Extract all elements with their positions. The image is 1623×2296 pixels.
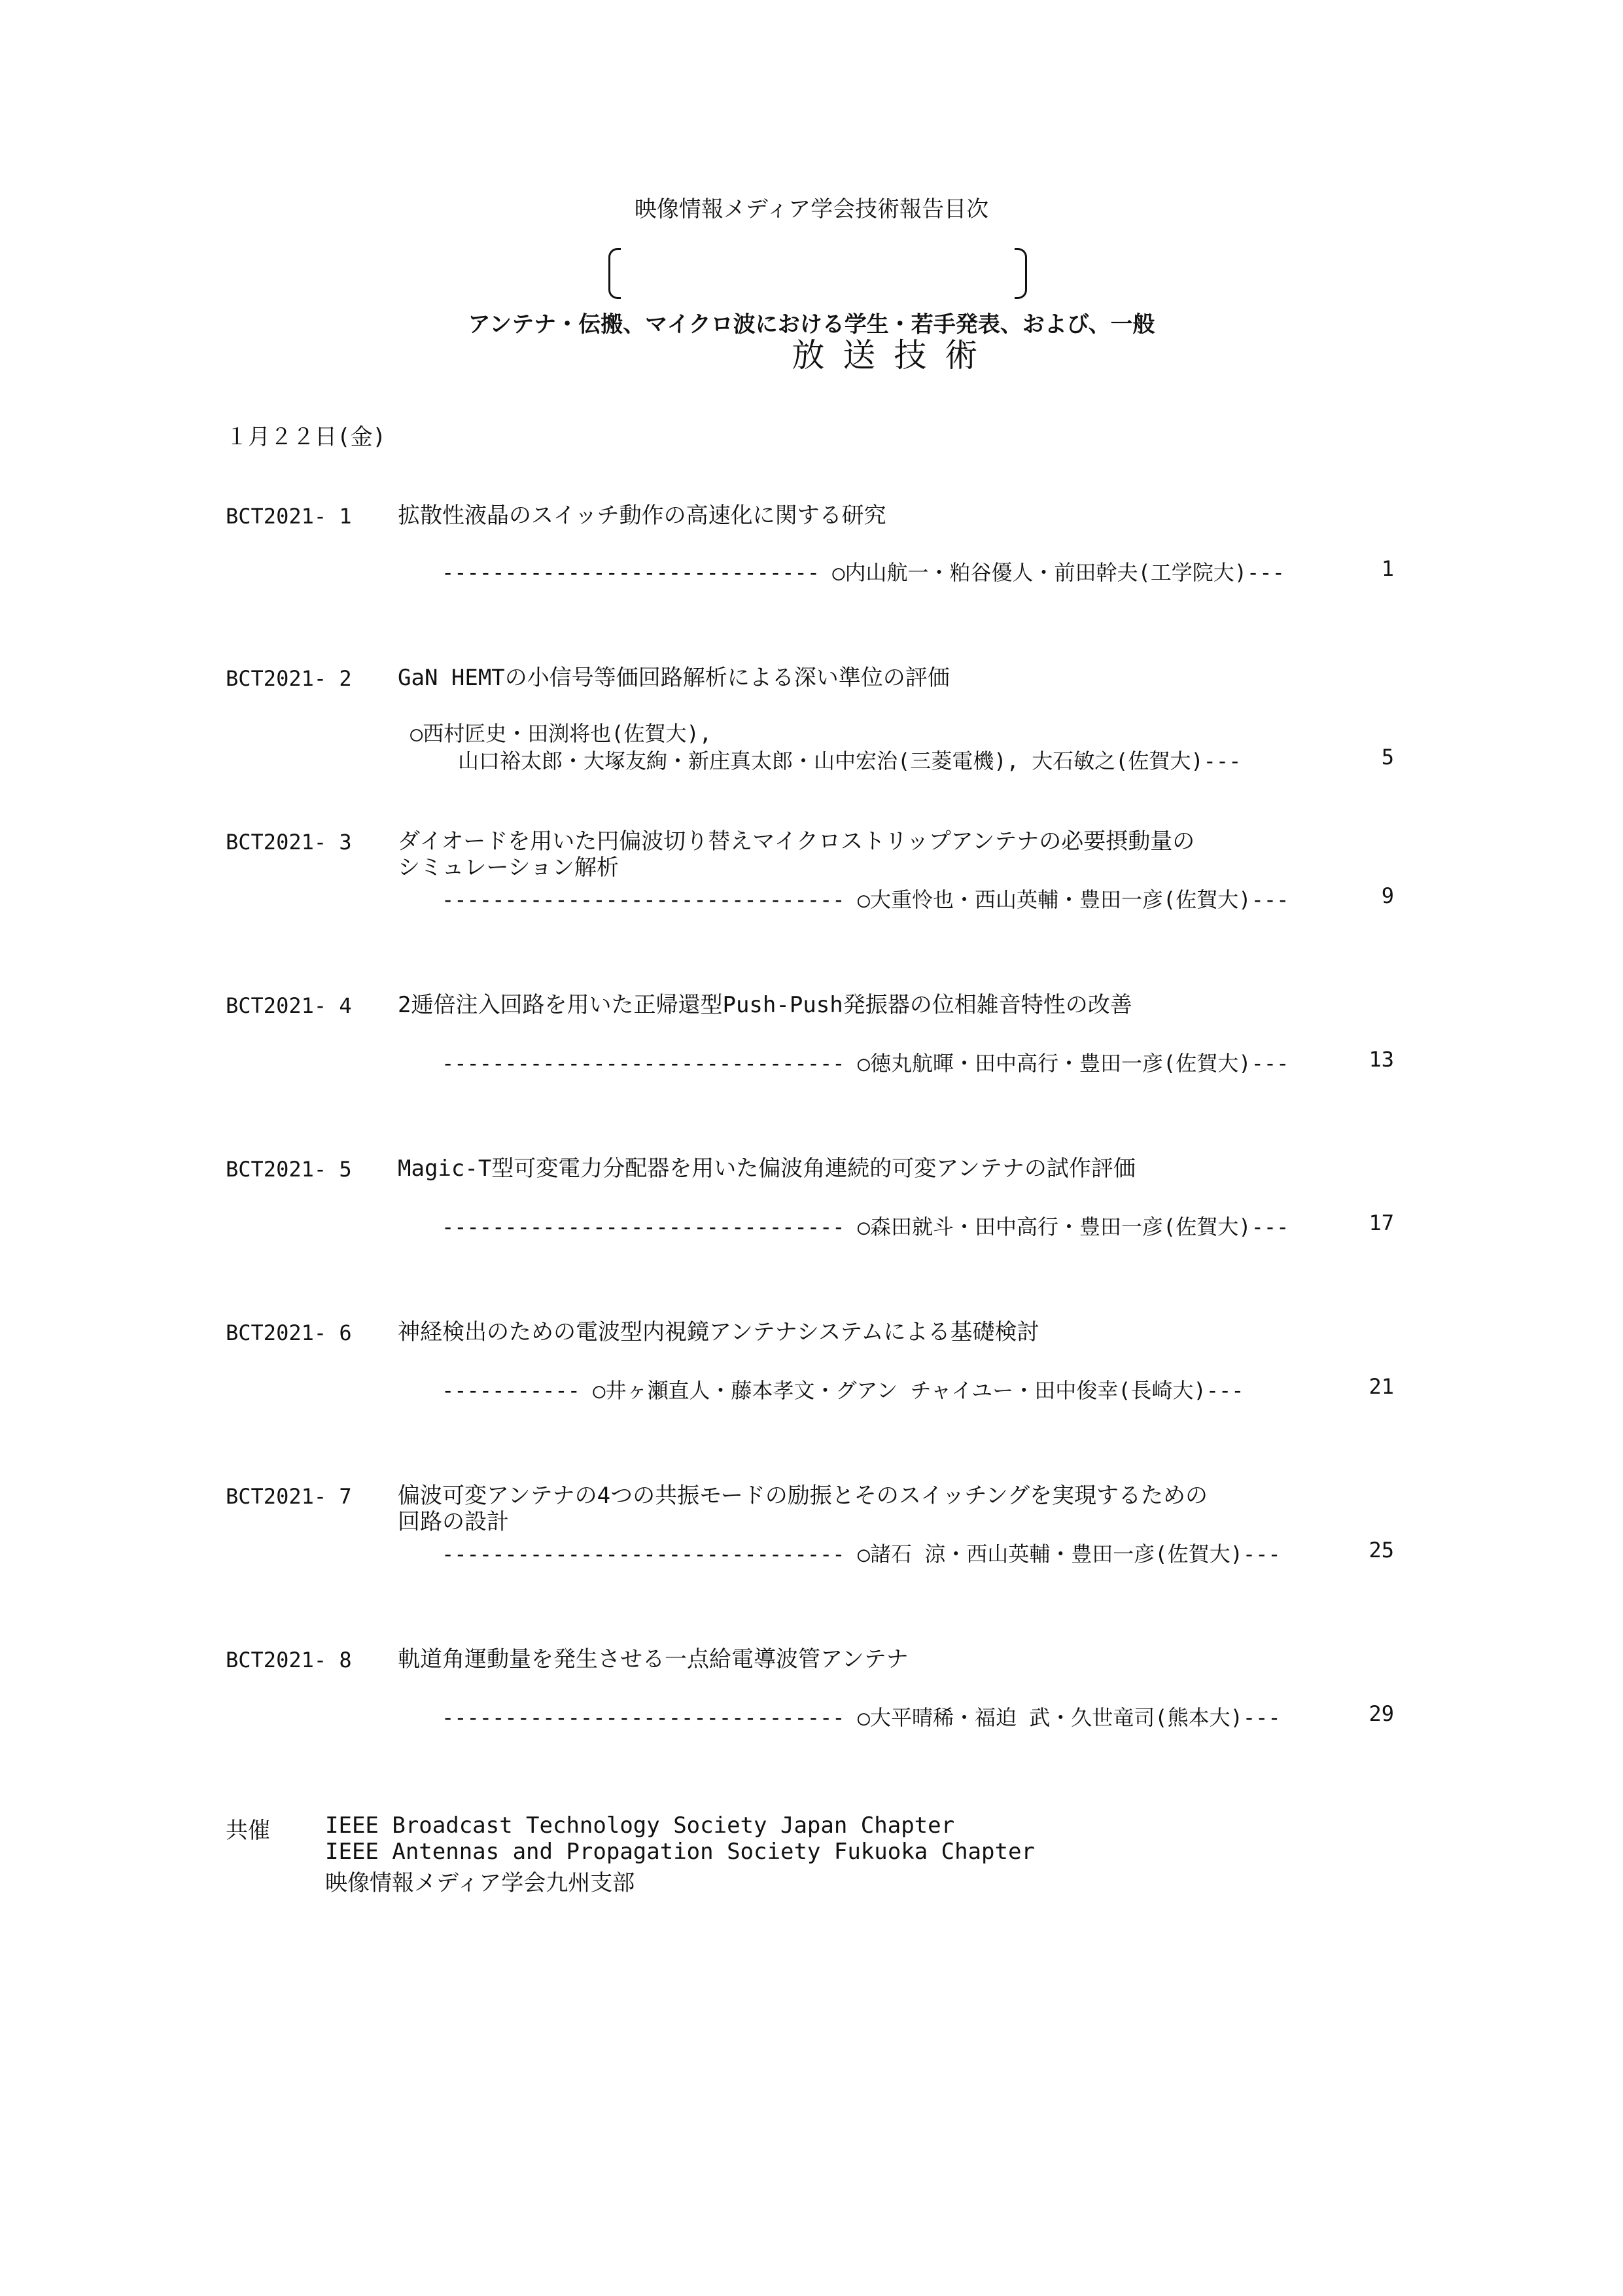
paper-authors: -------------------------------- ○大重怜也・西山英輔・豊田一彦(佐賀大)---	[442, 887, 1289, 912]
paper-authors: -------------------------------- ○徳丸航暉・田中高行・豊田一彦(佐賀大)---	[442, 1051, 1289, 1076]
category-title: 放送技術	[792, 336, 996, 374]
paper-authors: -------------------------------- ○諸石 涼・西山英輔・豊田一彦(佐賀大)---	[442, 1542, 1281, 1566]
paper-authors: -------------------------------- ○森田就斗・田中高行・豊田一彦(佐賀大)---	[442, 1214, 1289, 1239]
paper-id: BCT2021- 3	[226, 830, 352, 855]
page-number: 1	[1381, 556, 1394, 581]
right-bracket	[1015, 248, 1027, 299]
paper-title: GaN HEMTの小信号等価回路解析による深い準位の評価	[398, 665, 950, 691]
paper-title: 拡散性液晶のスイッチ動作の高速化に関する研究	[398, 503, 886, 529]
paper-authors: ------------------------------ ○内山航一・粕谷優人・前田幹夫(工学院大)---	[442, 560, 1285, 585]
paper-title: Magic-T型可変電力分配器を用いた偏波角連続的可変アンテナの試作評価	[398, 1156, 1136, 1182]
session-date: １月２２日(金)	[226, 424, 386, 450]
page-number: 5	[1381, 745, 1394, 769]
paper-authors: 山口裕太郎・大塚友絢・新庄真太郎・山中宏治(三菱電機), 大石敏之(佐賀大)---	[458, 749, 1242, 773]
paper-authors: ----------- ○井ヶ瀬直人・藤本孝文・グアン チャイユー・田中俊幸(長崎大)---	[442, 1378, 1244, 1403]
page-number: 29	[1369, 1701, 1394, 1726]
cosponsor-line: 映像情報メディア学会九州支部	[325, 1870, 635, 1896]
paper-title: 2逓倍注入回路を用いた正帰還型Push-Push発振器の位相雑音特性の改善	[398, 992, 1132, 1018]
subtitle: アンテナ・伝搬、マイクロ波における学生・若手発表、および、一般	[468, 311, 1155, 338]
paper-authors: ○西村匠史・田渕将也(佐賀大),	[410, 721, 712, 746]
paper-id: BCT2021- 7	[226, 1484, 352, 1509]
paper-title: 軌道角運動量を発生させる一点給電導波管アンテナ	[398, 1646, 909, 1672]
page-number: 17	[1369, 1210, 1394, 1235]
paper-id: BCT2021- 2	[226, 666, 352, 691]
cosponsor-line: IEEE Antennas and Propagation Society Fukuoka Chapter	[325, 1839, 1035, 1865]
paper-title: シミュレーション解析	[398, 855, 619, 881]
paper-id: BCT2021- 6	[226, 1320, 352, 1345]
paper-id: BCT2021- 1	[226, 504, 352, 529]
page-number: 21	[1369, 1374, 1394, 1399]
paper-title: ダイオードを用いた円偏波切り替えマイクロストリップアンテナの必要摂動量の	[398, 828, 1195, 855]
paper-id: BCT2021- 8	[226, 1648, 352, 1672]
paper-id: BCT2021- 4	[226, 993, 352, 1018]
page-number: 9	[1381, 883, 1394, 908]
report-header: 映像情報メディア学会技術報告目次	[634, 196, 989, 222]
left-bracket	[608, 248, 621, 299]
paper-authors: -------------------------------- ○大平晴稀・福迫 武・久世竜司(熊本大)---	[442, 1705, 1281, 1730]
paper-title: 偏波可変アンテナの4つの共振モードの励振とそのスイッチングを実現するための	[398, 1483, 1208, 1509]
cosponsor-label: 共催	[226, 1818, 270, 1844]
cosponsor-line: IEEE Broadcast Technology Society Japan Chapter	[325, 1812, 955, 1839]
page-number: 25	[1369, 1538, 1394, 1563]
paper-title: 神経検出のための電波型内視鏡アンテナシステムによる基礎検討	[398, 1319, 1039, 1345]
paper-title: 回路の設計	[398, 1509, 509, 1535]
page-number: 13	[1369, 1047, 1394, 1072]
paper-id: BCT2021- 5	[226, 1157, 352, 1182]
